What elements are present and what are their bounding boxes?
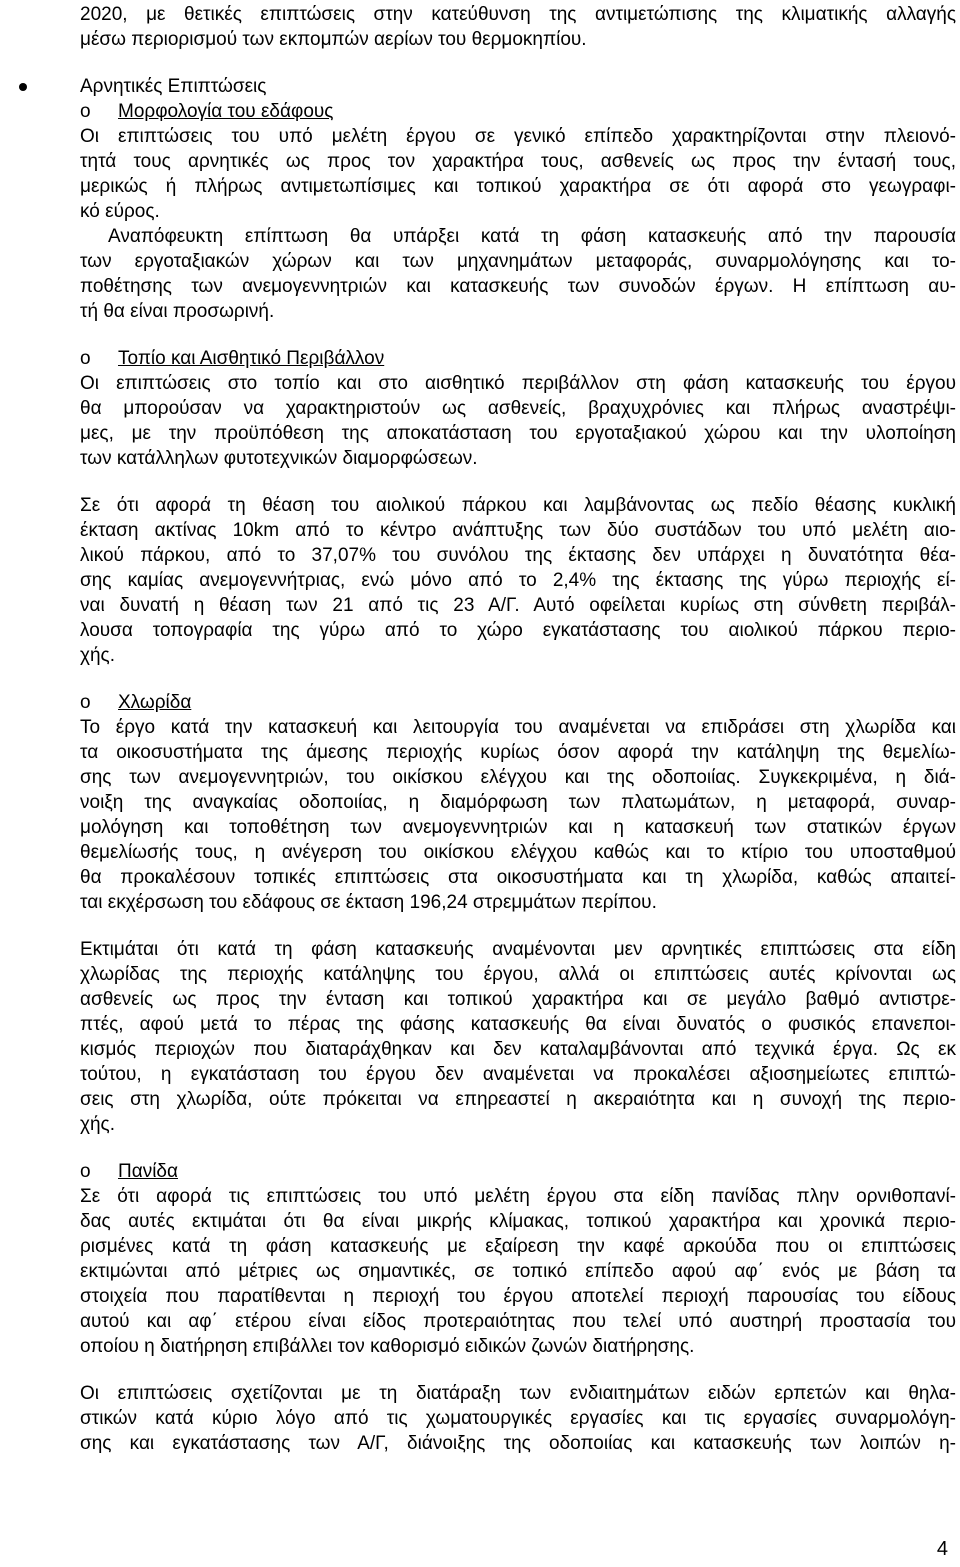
intro-line: 2020, με θετικές επιπτώσεις στην κατεύθυνση της αντιμετώπισης της κλιματικής αλλαγής [80, 4, 956, 25]
paragraph-line: στοιχεία που παρατίθενται η περιοχή του έργου αποτελεί περιοχή παρουσίας του είδους [80, 1286, 956, 1307]
bullet-icon [19, 83, 27, 91]
paragraph-line: Οι επιπτώσεις σχετίζονται με τη διατάραξη των ενδιαιτημάτων ειδών ερπετών και θηλα- [80, 1383, 956, 1404]
paragraph-line: λουσα τοπογραφία της γύρω από το χώρο εγκατάστασης του αιολικού πάρκου περιο- [80, 620, 956, 641]
section-soil [80, 99, 956, 324]
document-page [80, 0, 956, 1456]
paragraph-line: ρισμένες κατά τη φάση κατασκευής με εξαίρεση την καφέ αρκούδα που οι επιπτώσεις [80, 1236, 956, 1257]
list-marker: o [80, 692, 91, 713]
paragraph-line: ποθέτησης των ανεμογεννητριών και κατασκευής των συνοδών έργων. Η επίπτωση αυ- [80, 276, 956, 297]
paragraph-line: Το έργο κατά την κατασκευή και λειτουργία του αναμένεται να επιδράσει στη χλωρίδα και [80, 717, 956, 738]
paragraph-line: ασθενείς ως προς την ένταση και τοπικού χαρακτήρα και σε μεγάλο βαθμό αντιστρε- [80, 989, 956, 1010]
heading-text: Χλωρίδα [118, 692, 192, 713]
paragraph-line: σης καμίας ανεμογεννήτριας, ενώ μόνο από το 2,4% της έκτασης της γύρω περιοχής εί- [80, 570, 956, 591]
paragraph-line: κό εύρος. [80, 201, 160, 222]
paragraph-line: αυτού και αφ΄ ετέρου είναι είδος προτεραιότητας που τελεί υπό αυστηρή προστασία του [80, 1311, 956, 1332]
paragraph-line: Σε ότι αφορά τις επιπτώσεις του υπό μελέτη έργου στα είδη πανίδας πλην ορνιθοπανί- [80, 1186, 956, 1207]
paragraph-line: λικού πάρκου, από το 37,07% του συνόλου της έκτασης δεν υπάρχει η δυνατότητα θέα- [80, 545, 956, 566]
list-marker: o [80, 348, 91, 369]
paragraph-line: ται εκχέρσωση του εδάφους σε έκταση 196,24 στρεμμάτων περίπου. [80, 892, 657, 913]
bullet-negative-impacts [80, 74, 956, 99]
page-number: 4 [936, 1538, 948, 1560]
section-heading-flora [80, 690, 956, 715]
section-fauna [80, 1159, 956, 1456]
paragraph-line: σης των ανεμογεννητριών, του οικίσκου ελέγχου και της οδοποιίας. Συγκεκριμένα, η διά- [80, 767, 956, 788]
intro-line: μέσω περιορισμού των εκπομπών αερίων του θερμοκηπίου. [80, 29, 587, 50]
section-heading-fauna [80, 1159, 956, 1184]
paragraph-line: σης και εγκατάστασης των Α/Γ, διάνοιξης της οδοποιίας και κατασκευής των λοιπών η- [80, 1433, 956, 1454]
paragraph-line: Σε ότι αφορά τη θέαση του αιολικού πάρκου και λαμβάνοντας ως πεδίο θέασης κυκλική [80, 495, 956, 516]
paragraph-line: των κατάλληλων φυτοτεχνικών διαμορφώσεων. [80, 448, 478, 469]
paragraph-line: των εργοταξιακών χώρων και των μηχανημάτων μεταφοράς, συναρμολόγησης και το- [80, 251, 956, 272]
paragraph-line: θεμελίωσής τους, η ανέγερση του οικίσκου ελέγχου καθώς και το κτίριο του υποσταθμού [80, 842, 956, 863]
paragraph-line: μερικώς ή πλήρως αντιμετωπίσιμες και τοπικού χαρακτήρα σε ότι αφορά στο γεωγραφι- [80, 176, 956, 197]
paragraph-line: μες, με την προϋπόθεση της αποκατάσταση του εργοταξιακού χώρου και την υλοποίηση [80, 423, 956, 444]
list-marker: o [80, 1161, 91, 1182]
paragraph-line: τα οικοσυστήματα της άμεσης περιοχής κυρίως όσον αφορά την κατάληψη της θεμελίω- [80, 742, 956, 763]
paragraph-line: θα μπορούσαν να χαρακτηριστούν ως ασθενείς, βραχυχρόνιες και πλήρως αναστρέψι- [80, 398, 956, 419]
paragraph-line: τούτου, η εγκατάσταση του έργου δεν αναμένεται να προκαλέσει αξιοσημείωτες επιπτώ- [80, 1064, 956, 1085]
list-marker: o [80, 101, 91, 122]
paragraph-line: πτές, αφού μετά το πέρας της φάσης κατασκευής θα είναι δυνατός ο φυσικός επανεποι- [80, 1014, 956, 1035]
paragraph-line: κισμός περιοχών που διαταράχθηκαν και δεν καταλαμβάνονται από τεχνικά έργα. Ως εκ [80, 1039, 956, 1060]
paragraph-line: τή θα είναι προσωρινή. [80, 301, 275, 322]
paragraph-line: τητά τους αρνητικές ως προς τον χαρακτήρα τους, ασθενείς ως προς την έντασή τους, [80, 151, 956, 172]
paragraph-line: οποίου η διατήρηση επιβάλλει τον καθορισμό ειδικών ζωνών διατήρησης. [80, 1336, 695, 1357]
paragraph-line: χής. [80, 645, 115, 666]
paragraph-line: στικών κατά κύριο λόγο από τις χωματουργικές εργασίες και τις εργασίες συναρμολόγη- [80, 1408, 956, 1429]
paragraph-line: χλωρίδας της περιοχής κατάληψης του έργου, αλλά οι επιπτώσεις αυτές κρίνονται ως [80, 964, 956, 985]
heading-text: Μορφολογία του εδάφους [118, 101, 334, 122]
paragraph-line: νοιξη της αναγκαίας οδοποιίας, η διαμόρφωση των πλατωμάτων, η μεταφορά, συναρ- [80, 792, 956, 813]
bullet-title: Αρνητικές Επιπτώσεις [80, 76, 267, 97]
paragraph-line: έκταση ακτίνας 10km από το κέντρο ανάπτυξης των δύο συστάδων του υπό μελέτη αιο- [80, 520, 956, 541]
paragraph-line: Αναπόφευκτη επίπτωση θα υπάρξει κατά τη φάση κατασκευής από την παρουσία [108, 226, 956, 247]
paragraph-line: μολόγηση και τοποθέτηση των ανεμογεννητριών και η κατασκευή των στατικών έργων [80, 817, 956, 838]
paragraph-line: Οι επιπτώσεις στο τοπίο και στο αισθητικό περιβάλλον στη φάση κατασκευής του έργου [80, 373, 956, 394]
heading-text: Πανίδα [118, 1161, 178, 1182]
paragraph-line: ναι δυνατή η θέαση των 21 από τις 23 Α/Γ. Αυτό οφείλεται κυρίως στη σύνθετη περιβάλ- [80, 595, 956, 616]
paragraph-line: σεις στη χλωρίδα, ούτε πρόκειται να επηρεαστεί η ακεραιότητα και η συνοχή της περιο- [80, 1089, 956, 1110]
paragraph-line: δας αυτές εκτιμάται ότι θα είναι μικρής κλίμακας, τοπικού χαρακτήρα και χρονικά περιο- [80, 1211, 956, 1232]
section-flora [80, 690, 956, 1137]
section-heading-landscape [80, 346, 956, 371]
section-landscape [80, 346, 956, 668]
paragraph-line: χής. [80, 1114, 115, 1135]
paragraph-line: εκτιμώνται από μέτριες ως σημαντικές, σε τοπικό επίπεδο αφού αφ΄ ενός με βάση τα [80, 1261, 956, 1282]
paragraph-line: θα προκαλέσουν τοπικές επιπτώσεις στα οικοσυστήματα και τη χλωρίδα, καθώς απαιτεί- [80, 867, 956, 888]
paragraph-line: Εκτιμάται ότι κατά τη φάση κατασκευής αναμένονται μεν αρνητικές επιπτώσεις στα είδη [80, 939, 956, 960]
section-heading-soil [80, 99, 956, 124]
paragraph-line: Οι επιπτώσεις του υπό μελέτη έργου σε γενικό επίπεδο χαρακτηρίζονται στην πλειονό- [80, 126, 956, 147]
heading-text: Τοπίο και Αισθητικό Περιβάλλον [118, 348, 385, 369]
